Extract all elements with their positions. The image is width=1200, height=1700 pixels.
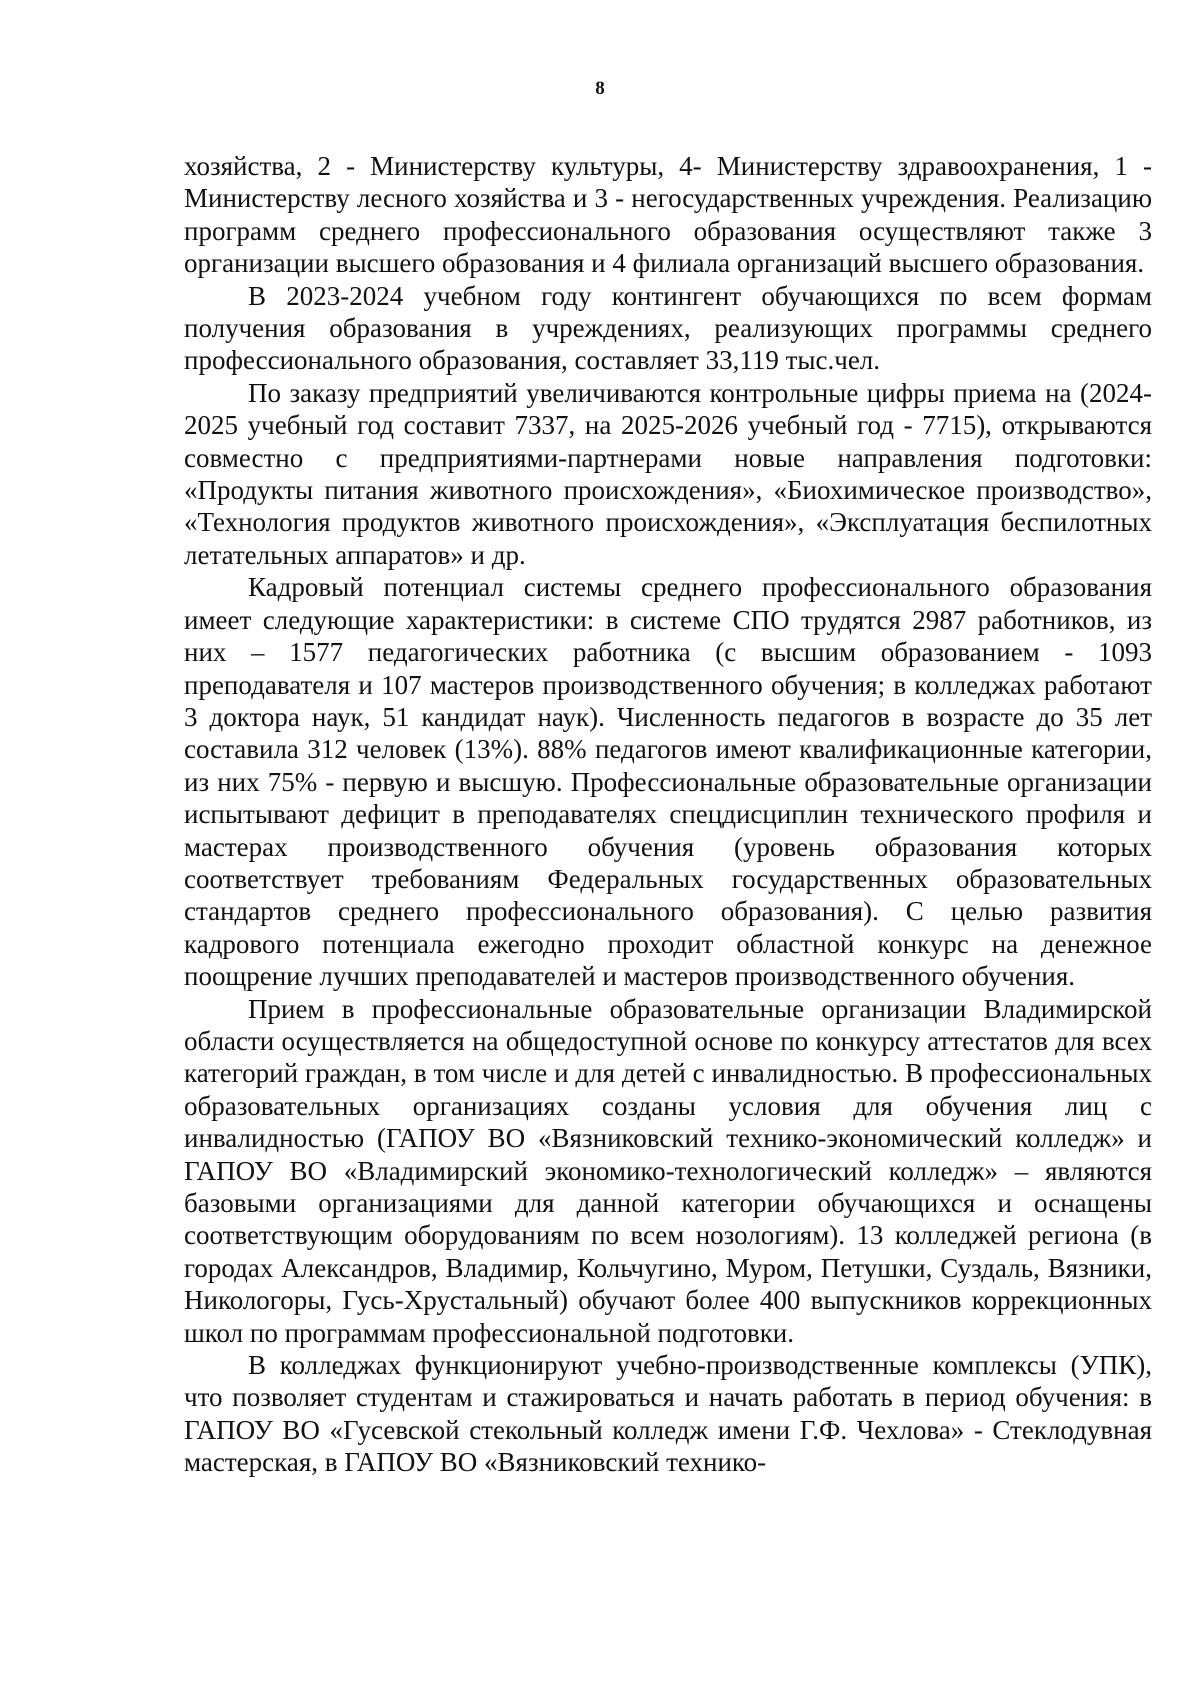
paragraph-admission-targets: По заказу предприятий увеличиваются контрольные цифры приема на (2024-2025 учебный год составит 7337, на 2025-2026 учебный год - 7715), открываются совместно с предприятиями-партнерами новые направления подготовки: «Продукты питания животного происхождения», «Биохимическое производство», «Технология продуктов животного происхождения», «Эксплуатация беспилотных летательных аппаратов» и др. [184, 377, 1152, 570]
paragraph-admission-rules: Прием в профессиональные образовательные организации Владимирской области осуществляется на общедоступной основе по конкурсу аттестатов для всех категорий граждан, в том числе и для детей с инвалидностью. В профессиональных образовательных организациях созданы условия для обучения лиц с инвалидностью (ГАПОУ ВО «Вязниковский технико-экономический колледж» и ГАПОУ ВО «Владимирский экономико-технологический колледж» – являются базовыми организациями для данной категории обучающихся и оснащены соответствующим оборудованиям по всем нозологиям). 13 колледжей региона (в городах Александров, Владимир, Кольчугино, Муром, Петушки, Суздаль, Вязники, Никологоры, Гусь-Хрустальный) обучают более 400 выпускников коррекционных школ по программам профессиональной подготовки. [184, 993, 1152, 1348]
paragraph-training-complexes: В колледжах функционируют учебно-производственные комплексы (УПК), что позволяет студентам и стажироваться и начать работать в период обучения: в ГАПОУ ВО «Гусевской стекольный колледж имени Г.Ф. Чехлова» - Стеклодувная мастерская, в ГАПОУ ВО «Вязниковский технико- [184, 1350, 1152, 1478]
paragraph-contingent: В 2023-2024 учебном году контингент обучающихся по всем формам получения образования в учреждениях, реализующих программы среднего профессионального образования, составляет 33,119 тыс.чел. [184, 280, 1152, 376]
paragraph-staff-potential: Кадровый потенциал системы среднего профессионального образования имеет следующие характеристики: в системе СПО трудятся 2987 работников, из них – 1577 педагогических работника (с высшим образованием - 1093 преподавателя и 107 мастеров производственного обучения; в колледжах работают 3 доктора наук, 51 кандидат наук). Численность педагогов в возрасте до 35 лет составила 312 человек (13%). 88% педагогов имеют квалификационные категории, из них 75% - первую и высшую. Профессиональные образовательные организации испытывают дефицит в преподавателях спецдисциплин технического профиля и мастерах производственного обучения (уровень образования которых соответствует требованиям Федеральных государственных образовательных стандартов среднего профессионального образования). С целью развития кадрового потенциала ежегодно проходит областной конкурс на денежное поощрение лучших преподавателей и мастеров производственного обучения. [184, 572, 1152, 992]
paragraph-continuation: хозяйства, 2 - Министерству культуры, 4- Министерству здравоохранения, 1 - Министерству лесного хозяйства и 3 - негосударственных учреждения. Реализацию программ среднего профессионального образования осуществляют также 3 организации высшего образования и 4 филиала организаций высшего образования. [184, 151, 1152, 279]
page-number: 8 [595, 78, 605, 99]
document-body [184, 150, 1152, 1479]
